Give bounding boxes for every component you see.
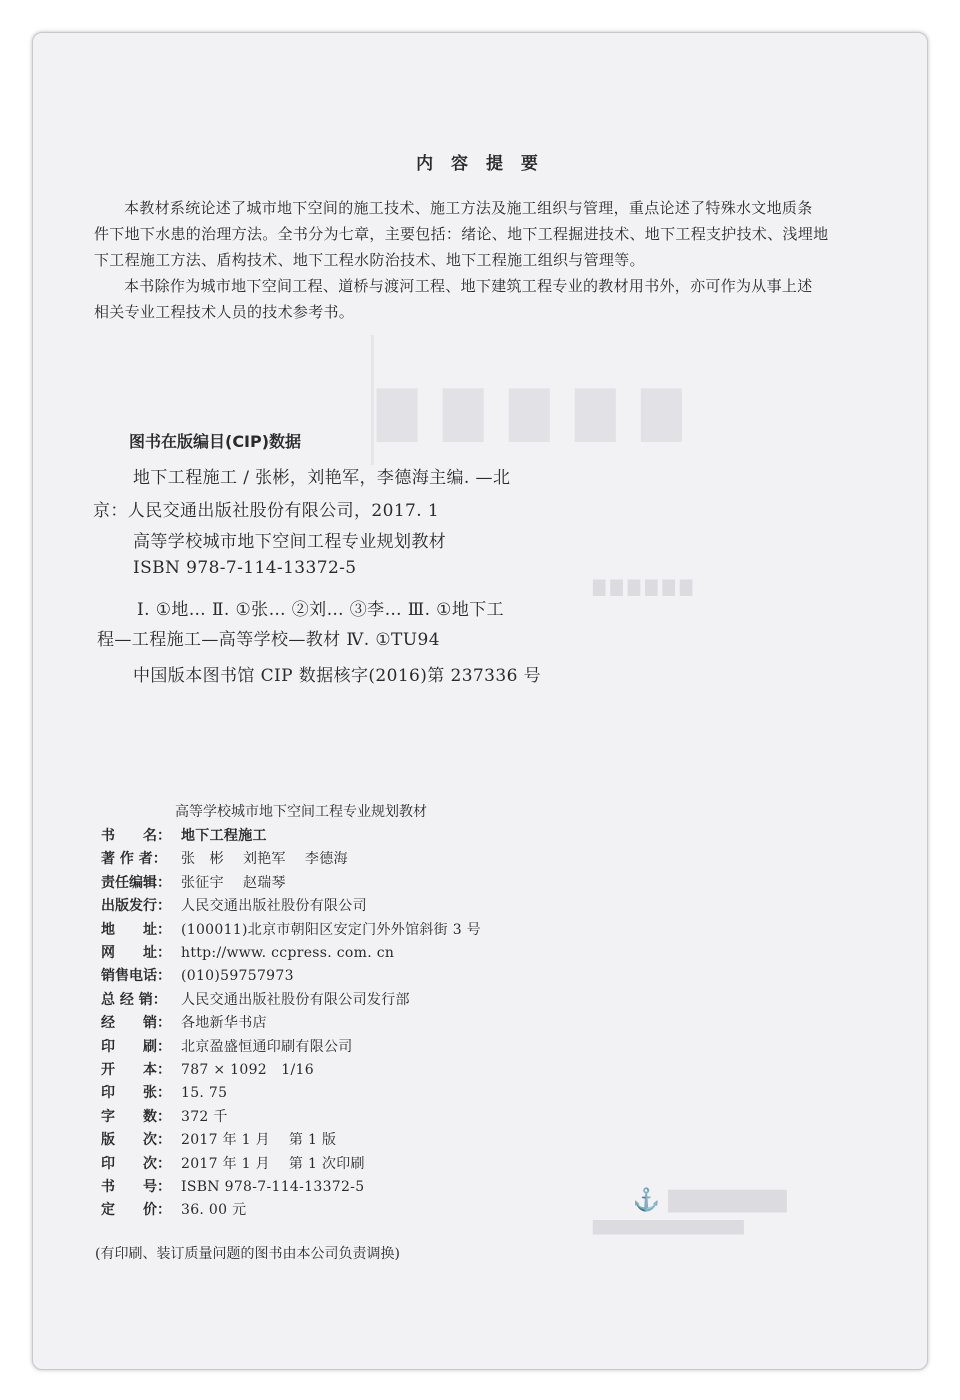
imprint-value: 各地新华书店 [181,1015,267,1032]
abstract-line-5: 相关专业工程技术人员的技术参考书。 [94,303,355,321]
imprint-label: 网 址： [101,945,171,961]
imprint-row [101,965,294,985]
imprint-value: 人民交通出版社股份有限公司 [181,898,367,915]
show-through-publisher-logo: ▇▇▇▇▇▇▇ ⚓ [633,1187,787,1213]
imprint-row [101,872,286,892]
show-through-title: ▇ ▇ ▇ ▇ ▇ [373,381,682,442]
imprint-value: http://www. ccpress. com. cn [181,945,395,961]
imprint-label: 书 名： [101,828,171,844]
abstract-title: 内 容 提 要 [416,154,544,174]
imprint-row [101,1106,228,1126]
imprint-value: 2017 年 1 月 第 1 次印刷 [181,1155,365,1172]
imprint-row [101,1082,227,1102]
imprint-label: 定 价： [101,1202,171,1219]
imprint-row [101,1012,267,1032]
imprint-label: 字 数： [101,1108,171,1125]
imprint-row [101,825,267,845]
imprint-row [101,1129,336,1149]
imprint-row [101,1036,353,1056]
show-through-subtitle: ▇ ▇ ▇ ▇ ▇ ▇ [593,577,693,596]
imprint-row [101,989,410,1009]
imprint-label: 印 刷： [101,1038,171,1055]
imprint-value: 张征宇 赵瑞琴 [181,874,286,891]
imprint-label: 经 销： [101,1015,171,1032]
imprint-label: 印 次： [101,1155,171,1172]
imprint-row [101,848,348,868]
imprint-row [101,919,481,939]
imprint-label: 地 址： [101,921,171,938]
imprint-row [101,1176,364,1196]
imprint-label: 印 张： [101,1085,171,1102]
imprint-value: 人民交通出版社股份有限公司发行部 [181,991,410,1008]
imprint-label: 总 经 销： [101,991,167,1008]
abstract-line-4: 本书除作为城市地下空间工程、道桥与渡河工程、地下建筑工程专业的教材用书外，亦可作为从事上述 [124,277,813,295]
cip-line-4: ISBN 978-7-114-13372-5 [133,558,357,578]
imprint-row [101,1059,314,1079]
imprint-value: ISBN 978-7-114-13372-5 [181,1179,365,1195]
imprint-row [101,1199,246,1219]
imprint-value: 787 × 1092 1/16 [181,1062,314,1078]
imprint-label: 出版发行： [101,898,171,915]
cip-line-6: 程—工程施工—高等学校—教材 Ⅳ. ①TU94 [97,630,440,650]
imprint-label: 书 号： [101,1179,171,1195]
show-through-publisher-name: ▇▇▇▇▇▇▇▇▇▇▇▇▇▇ [593,1219,744,1235]
imprint-series: 高等学校城市地下空间工程专业规划教材 [175,804,427,820]
cip-line-7: 中国版本图书馆 CIP 数据核字(2016)第 237336 号 [133,666,541,686]
imprint-value: 15. 75 [181,1085,228,1102]
imprint-value: 372 千 [181,1108,228,1125]
cip-line-3: 高等学校城市地下空间工程专业规划教材 [133,532,447,552]
imprint-label: 著 作 者： [101,851,167,868]
imprint-row [101,895,367,915]
imprint-value: 北京盈盛恒通印刷有限公司 [181,1038,353,1055]
imprint-value: 张 彬 刘艳军 李德海 [181,851,348,868]
cip-heading: 图书在版编目(CIP)数据 [129,432,302,451]
copyright-page [32,32,928,1370]
imprint-value: (010)59757973 [181,968,294,985]
imprint-label: 销售电话： [101,968,171,985]
imprint-note: (有印刷、装订质量问题的图书由本公司负责调换) [95,1246,400,1262]
imprint-row [101,1153,365,1173]
cip-line-2: 京：人民交通出版社股份有限公司，2017. 1 [93,501,440,521]
imprint-value: 地下工程施工 [181,828,267,844]
imprint-row [101,942,394,962]
abstract-line-2: 件下地下水患的治理方法。全书分为七章，主要包括：绪论、地下工程掘进技术、地下工程支护技术、浅埋地 [94,225,829,243]
cip-line-5: Ⅰ. ①地… Ⅱ. ①张… ②刘… ③李… Ⅲ. ①地下工 [137,600,505,620]
cip-line-1: 地下工程施工 / 张彬，刘艳军，李德海主编. —北 [133,468,511,488]
abstract-line-1: 本教材系统论述了城市地下空间的施工技术、施工方法及施工组织与管理，重点论述了特殊水文地质条 [124,199,813,217]
imprint-value: 2017 年 1 月 第 1 版 [181,1132,337,1149]
imprint-label: 开 本： [101,1062,171,1078]
imprint-label: 版 次： [101,1132,171,1149]
imprint-value: 36. 00 元 [181,1202,247,1219]
imprint-value: (100011)北京市朝阳区安定门外外馆斜街 3 号 [181,921,481,938]
abstract-line-3: 下工程施工方法、盾构技术、地下工程水防治技术、地下工程施工组织与管理等。 [94,251,645,269]
imprint-label: 责任编辑： [101,874,171,891]
